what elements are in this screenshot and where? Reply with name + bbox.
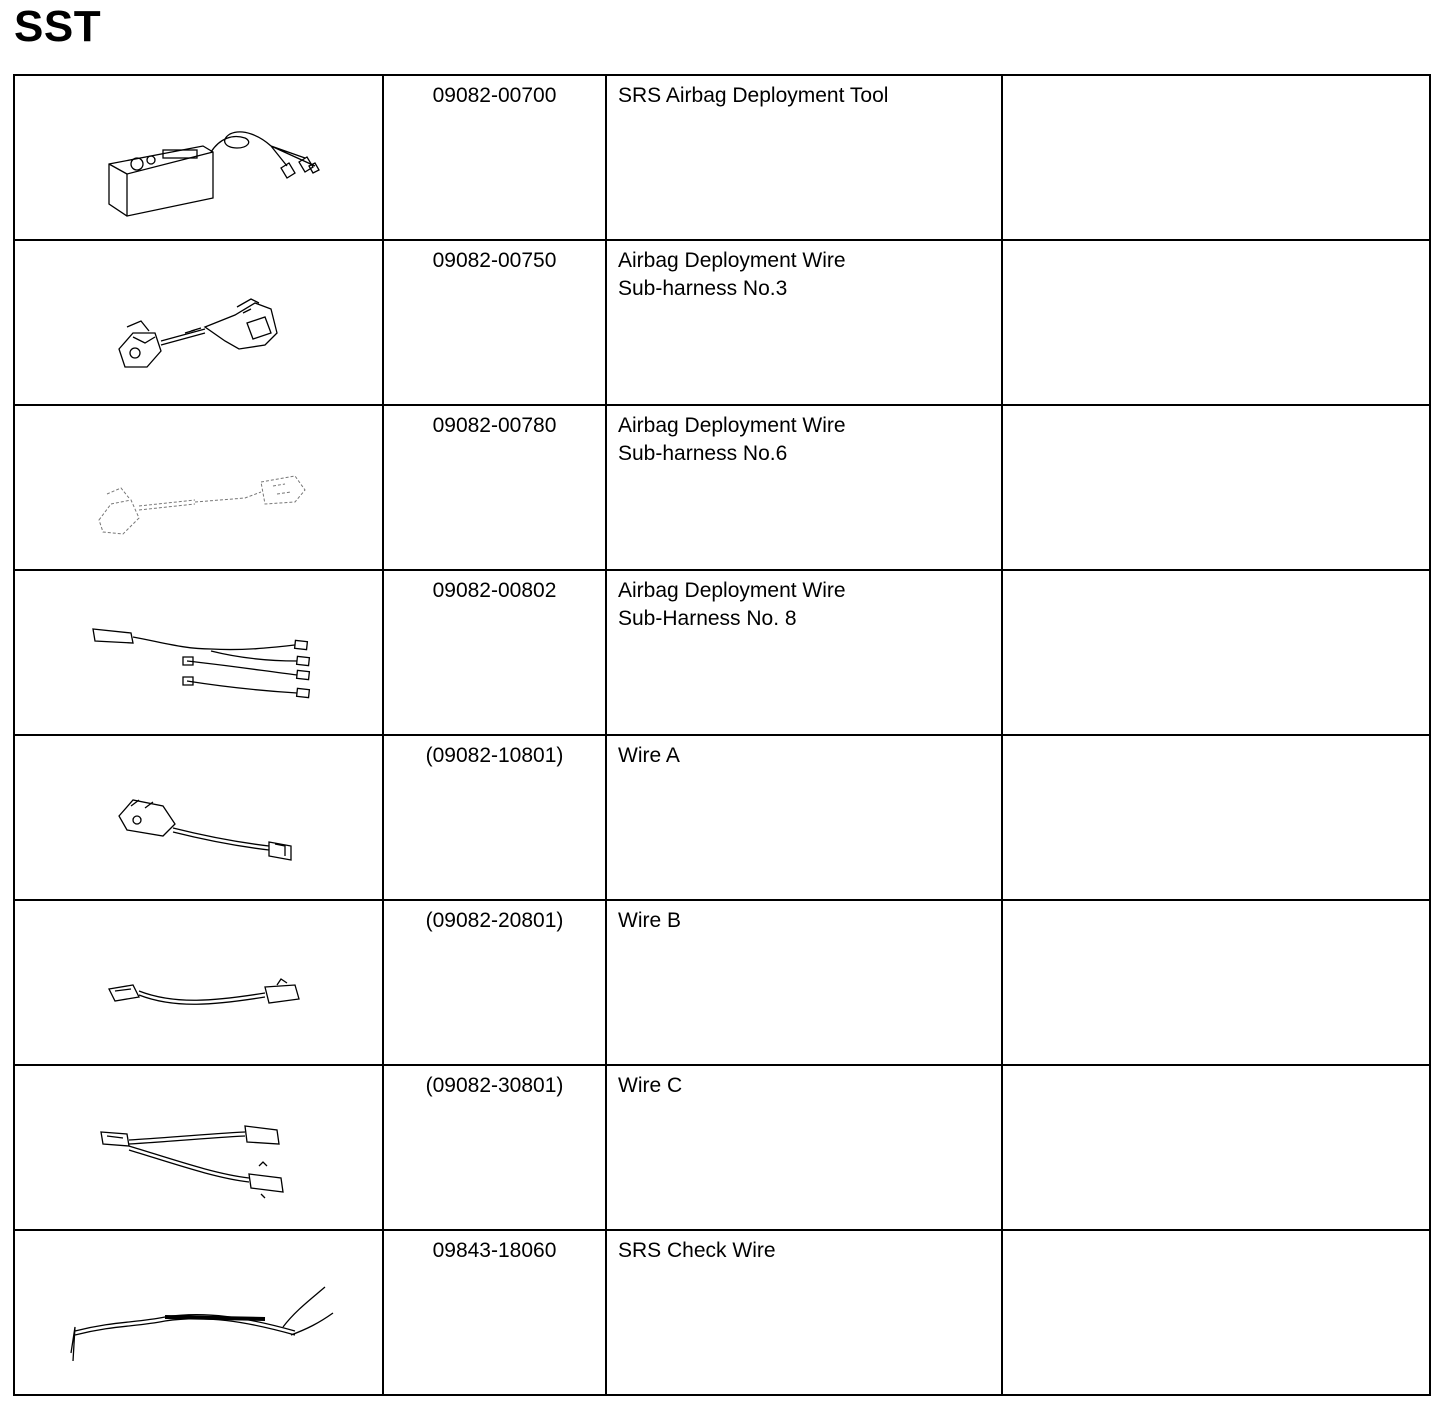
table-row	[14, 900, 1430, 1065]
wire-a-icon	[15, 736, 382, 893]
tool-image-cell	[14, 405, 383, 570]
table-row	[14, 240, 1430, 405]
note-cell	[1002, 405, 1430, 570]
part-name: SRS Airbag Deployment Tool	[606, 75, 1002, 240]
wire-b-icon	[15, 901, 382, 1058]
note-cell	[1002, 240, 1430, 405]
part-name: Wire C	[606, 1065, 1002, 1230]
sub-harness-no8-icon	[15, 571, 382, 728]
table-row	[14, 1230, 1430, 1395]
part-number: (09082-10801)	[383, 735, 606, 900]
sub-harness-no6-icon	[15, 406, 382, 563]
note-cell	[1002, 900, 1430, 1065]
note-cell	[1002, 570, 1430, 735]
part-name: Airbag Deployment Wire Sub-harness No.3	[606, 240, 1002, 405]
part-name: Wire B	[606, 900, 1002, 1065]
part-number: 09843-18060	[383, 1230, 606, 1395]
table-row	[14, 405, 1430, 570]
part-name: Wire A	[606, 735, 1002, 900]
table-row	[14, 735, 1430, 900]
table-row	[14, 570, 1430, 735]
tool-image-cell	[14, 1230, 383, 1395]
tool-image-cell	[14, 1065, 383, 1230]
note-cell	[1002, 735, 1430, 900]
table-row	[14, 75, 1430, 240]
note-cell	[1002, 1065, 1430, 1230]
note-cell	[1002, 1230, 1430, 1395]
sst-table	[13, 74, 1431, 1396]
part-name: Airbag Deployment Wire Sub-Harness No. 8	[606, 570, 1002, 735]
part-number: 09082-00700	[383, 75, 606, 240]
tool-image-cell	[14, 900, 383, 1065]
note-cell	[1002, 75, 1430, 240]
check-wire-icon	[15, 1231, 382, 1388]
part-number: (09082-30801)	[383, 1065, 606, 1230]
deployment-tool-icon	[15, 76, 382, 233]
part-number: 09082-00780	[383, 405, 606, 570]
part-number: 09082-00750	[383, 240, 606, 405]
part-number: (09082-20801)	[383, 900, 606, 1065]
part-name: Airbag Deployment Wire Sub-harness No.6	[606, 405, 1002, 570]
page-title: SST	[14, 2, 102, 51]
tool-image-cell	[14, 75, 383, 240]
wire-c-icon	[15, 1066, 382, 1223]
tool-image-cell	[14, 570, 383, 735]
sub-harness-no3-icon	[15, 241, 382, 398]
tool-image-cell	[14, 735, 383, 900]
tool-image-cell	[14, 240, 383, 405]
part-number: 09082-00802	[383, 570, 606, 735]
table-row	[14, 1065, 1430, 1230]
part-name: SRS Check Wire	[606, 1230, 1002, 1395]
